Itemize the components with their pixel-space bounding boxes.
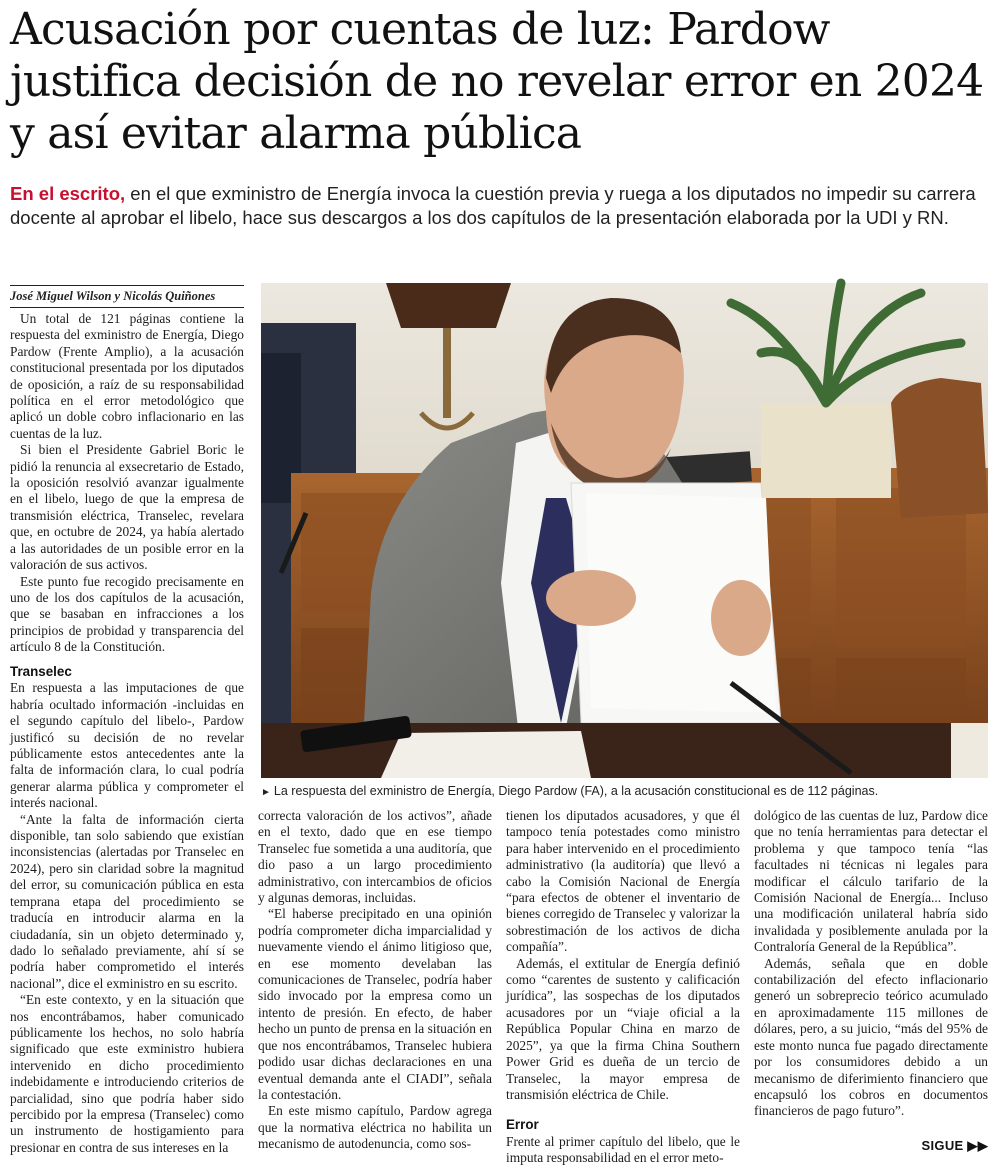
paragraph: En este mismo capítulo, Pardow agrega que la normativa eléctrica no habilita un mecanismo de autodenuncia, como sos- <box>258 1103 492 1152</box>
column-3 <box>506 808 740 1166</box>
caption-text: La respuesta del exministro de Energía, Diego Pardow (FA), a la acusación constitucional es de 112 páginas. <box>273 784 879 798</box>
photo-caption <box>261 783 988 801</box>
paragraph: dológico de las cuentas de luz, Pardow dice que no tenía herramientas para detectar el problema y que tampoco tenía “las facultades ni técnicas ni legales para modificar el cálculo tarifario de la Comisión Nacional de Energía... Incluso una modificación unilateral habría sido invalidada y posiblemente anulada por la Contraloría General de la República”. <box>754 808 988 955</box>
paragraph: Un total de 121 páginas contiene la respuesta del exministro de Energía, Diego Pardow (Frente Amplio), a la acusación constitucional presentada por los diputados de oposición, a raíz de su responsabilidad política en el error metodológico que aplicó un doble cobro inflacionario en las cuentas de la luz. <box>10 311 244 441</box>
paragraph: Este punto fue recogido precisamente en uno de los dos capítulos de la acusación, que se basaban en infracciones a los principios de probidad y transparencia del artículo 8 de la Constitución. <box>10 573 244 655</box>
subhead-transelec: Transelec <box>10 664 72 679</box>
paragraph: En respuesta a las imputaciones de que habría ocultado información -incluidas en el segundo capítulo del libelo-, Pardow justificó su decisión de no revelar públicamente estos antecedentes ante la falta de información clara, lo cual podría generar alarma pública y comprometer el interés nacional. <box>10 680 244 811</box>
subhead-error: Error <box>506 1117 539 1133</box>
deck-text: en el que exministro de Energía invoca la cuestión previa y ruega a los diputados no impedir su carrera docente al aprobar el libelo, hace sus descargos a los dos capítulos de la presentación elaborada por la UDI y RN. <box>10 183 976 228</box>
right-triangle-icon: ► <box>261 787 271 798</box>
column-4 <box>754 808 988 1118</box>
article-headline: Acusación por cuentas de luz: Pardow justifica decisión de no revelar error en 2024 y así evitar alarma pública <box>10 4 984 159</box>
column-1-top <box>10 311 244 659</box>
paragraph: “El haberse precipitado en una opinión podría comprometer dicha imparcialidad y nuevamente viendo el ánimo litigioso que, en ese momento develaban las comunicaciones de Transelec, podría haber sido invocado por la empresa como un intento de presión. En efecto, de haber hecho un punto de prensa en la situación en que nos encontrábamos, Transelec hubiera podido usar dichas declaraciones en una eventual demanda ante el CIADI”, señala la contestación. <box>258 906 492 1102</box>
column-1-bottom <box>10 664 244 1154</box>
column-2 <box>258 808 492 1154</box>
byline: José Miguel Wilson y Nicolás Quiñones <box>10 285 244 308</box>
paragraph: “Ante la falta de información cierta disponible, tan solo sabiendo que existían inconsistencias (alertadas por Transelec en 2024), pero sin claridad sobre la magnitud del error, su comunicación pública en esta temprana etapa del procedimiento se traducía en introducir alarma en la ciudadanía, sin un objeto determinado y, dado lo señalado previamente, ahí sí se podría haber comprometido el interés nacional”, dice el exministro en su escrito. <box>10 811 244 991</box>
paragraph: tienen los diputados acusadores, y que él tampoco tenía potestades como ministro para haber intervenido en el procedimiento administrativo (la auditoría) que llevó a cabo la Comisión Nacional de Energía “para efectos de obtener el inventario de bienes corregido de Transelec y valorizar la sobrestimación de los activos de dicha compañía”. <box>506 808 740 955</box>
paragraph: Si bien el Presidente Gabriel Boric le pidió la renuncia al exsecretario de Estado, la oposición resolvió avanzar igualmente en el libelo, luego de que la empresa de transmisión eléctrica, Transelec, revelara que, en octubre de 2024, ya había alertado a las autoridades de un posible error en la valoración de sus activos. <box>10 442 244 573</box>
continue-label[interactable]: SIGUE ▶▶ <box>921 1138 988 1153</box>
photo-illustration <box>261 283 988 778</box>
article-deck <box>10 182 995 230</box>
article-photo <box>261 283 988 778</box>
paragraph: Además, señala que en doble contabilización del efecto inflacionario generó un sobreprecio teórico acumulado en aproximadamente 115 millones de dólares, pero, a su juicio, “más del 95% de este monto nunca fue pagado directamente por los consumidores debido a un mecanismo de diferimiento financiero que encapsuló los cobros en documentos financieros de pago futuro”. <box>754 955 988 1119</box>
paragraph: Además, el extitular de Energía definió como “carentes de sustento y calificación jurídica”, las sospechas de los diputados acusadores por un “viaje oficial a la República Popular China en marzo de 2025”, ya que la firma China Southern Power Grid es dueña de un tercio de Transelec, la mayor empresa de transmisión eléctrica de Chile. <box>506 955 740 1102</box>
paragraph: correcta valoración de los activos”, añade en el texto, dado que en ese tiempo Transelec fue sometida a una auditoría, que dio paso a un largo procedimiento administrativo, con intercambios de oficios y algunas demoras, incluidas. <box>258 808 492 906</box>
paragraph: “En este contexto, y en la situación que nos encontrábamos, haber comunicado públicamente los hechos, no solo habría significado que este exministro hubiera intervenido en dicho procedimiento indebidamente e introduciendo criterios de parcialidad, sino que podría haber sido percibido por la empresa (Transelec) como un instrumento de hostigamiento para presionar en contra de sus intereses en la <box>10 992 244 1155</box>
deck-lead: En el escrito, <box>10 183 126 204</box>
paragraph: Frente al primer capítulo del libelo, que le imputa responsabilidad en el error meto- <box>506 1133 740 1166</box>
